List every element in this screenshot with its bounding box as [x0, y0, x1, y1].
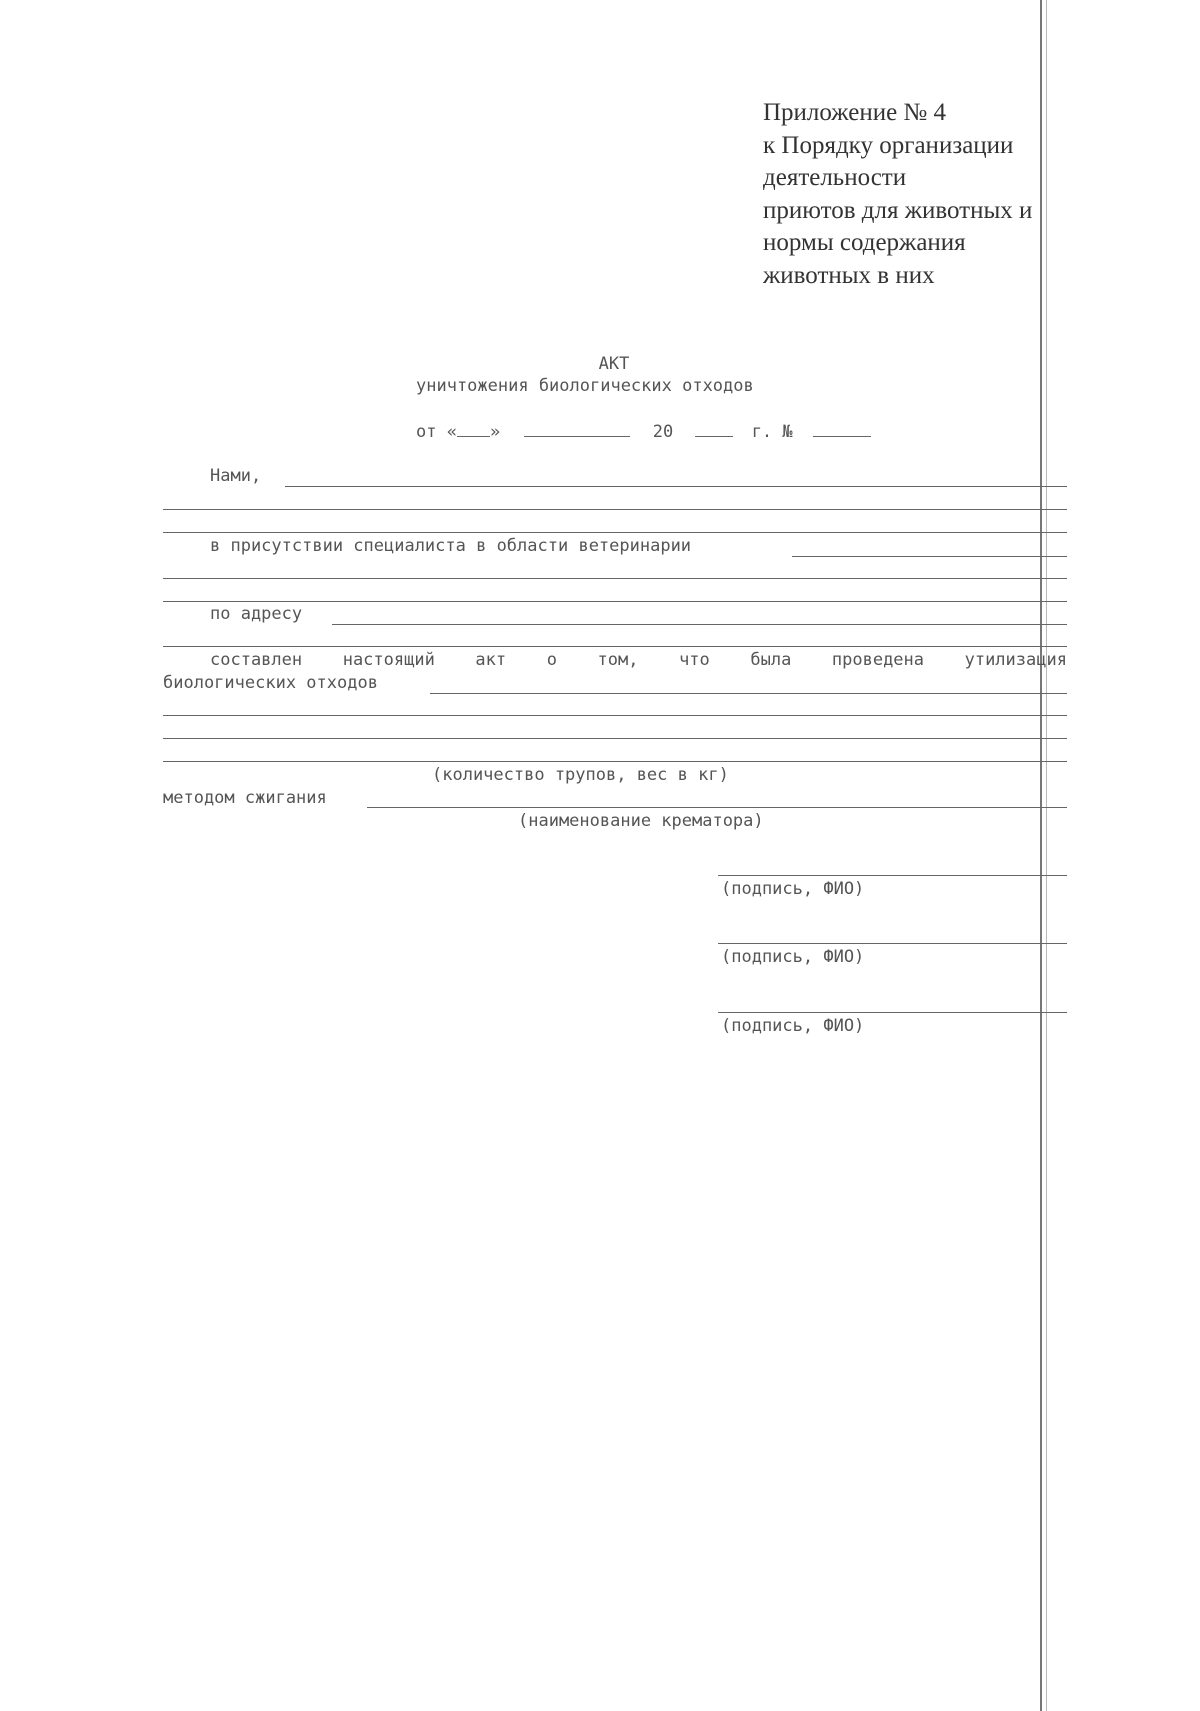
by-us-field-line-2[interactable]	[163, 509, 1067, 510]
act-number-field[interactable]	[813, 421, 871, 437]
by-us-label: Нами,	[210, 466, 262, 486]
statement-word: настоящий	[342, 650, 435, 670]
address-label: по адресу	[210, 604, 303, 624]
date-close: »	[489, 422, 501, 442]
statement-word: акт	[475, 650, 507, 670]
presence-field-line-2[interactable]	[163, 578, 1067, 579]
appendix-reference	[763, 97, 1032, 292]
year-suffix: г. №	[751, 422, 793, 442]
signature-caption: (подпись, ФИО)	[721, 879, 865, 899]
statement-word: была	[750, 650, 792, 670]
by-us-field-line-3[interactable]	[163, 532, 1067, 533]
signature-line[interactable]	[718, 943, 1067, 944]
statement-word: утилизация	[964, 650, 1067, 670]
presence-field[interactable]	[792, 556, 1067, 557]
waste-field-line-2[interactable]	[163, 715, 1067, 716]
statement-word: том,	[597, 650, 639, 670]
act-title: АКТ	[598, 354, 630, 374]
act-subtitle: уничтожения биологических отходов	[416, 376, 754, 396]
statement-line-1	[210, 650, 1067, 670]
by-us-field[interactable]	[285, 486, 1067, 487]
quantity-caption: (количество трупов, вес в кг)	[432, 765, 729, 785]
month-field[interactable]	[524, 421, 630, 437]
statement-word: о	[546, 650, 557, 670]
signature-line[interactable]	[718, 1012, 1067, 1013]
day-field[interactable]	[457, 421, 490, 437]
appendix-line: Приложение № 4	[763, 99, 947, 126]
waste-field-line-3[interactable]	[163, 738, 1067, 739]
appendix-line: деятельности	[763, 164, 907, 191]
appendix-line: к Порядку организации	[763, 131, 1014, 159]
crematorium-field[interactable]	[367, 807, 1067, 808]
appendix-line: нормы содержания	[763, 229, 966, 256]
address-field[interactable]	[332, 624, 1067, 625]
signature-caption: (подпись, ФИО)	[721, 947, 865, 967]
signature-caption: (подпись, ФИО)	[721, 1016, 865, 1036]
crematorium-caption: (наименование крематора)	[518, 811, 764, 831]
method-label: методом сжигания	[163, 788, 327, 808]
waste-field-line-4[interactable]	[163, 761, 1067, 762]
appendix-line: приютов для животных и	[763, 196, 1033, 224]
waste-field[interactable]	[430, 693, 1067, 694]
signature-line[interactable]	[718, 875, 1067, 876]
presence-field-line-3[interactable]	[163, 601, 1067, 602]
scan-edge-line	[1040, 0, 1042, 1711]
address-field-line-2[interactable]	[163, 646, 1067, 647]
date-prefix: от «	[416, 422, 457, 442]
year-prefix: 20	[652, 422, 674, 442]
year-field[interactable]	[695, 421, 733, 437]
scan-edge-line-inner	[1046, 0, 1047, 1711]
appendix-line: животных в них	[763, 261, 935, 289]
statement-word: составлен	[210, 650, 303, 670]
date-line	[416, 421, 871, 442]
statement-word: проведена	[831, 650, 925, 670]
statement-line-2: биологических отходов	[163, 673, 378, 693]
presence-label: в присутствии специалиста в области ветеринарии	[210, 536, 692, 556]
statement-word: что	[679, 650, 710, 670]
